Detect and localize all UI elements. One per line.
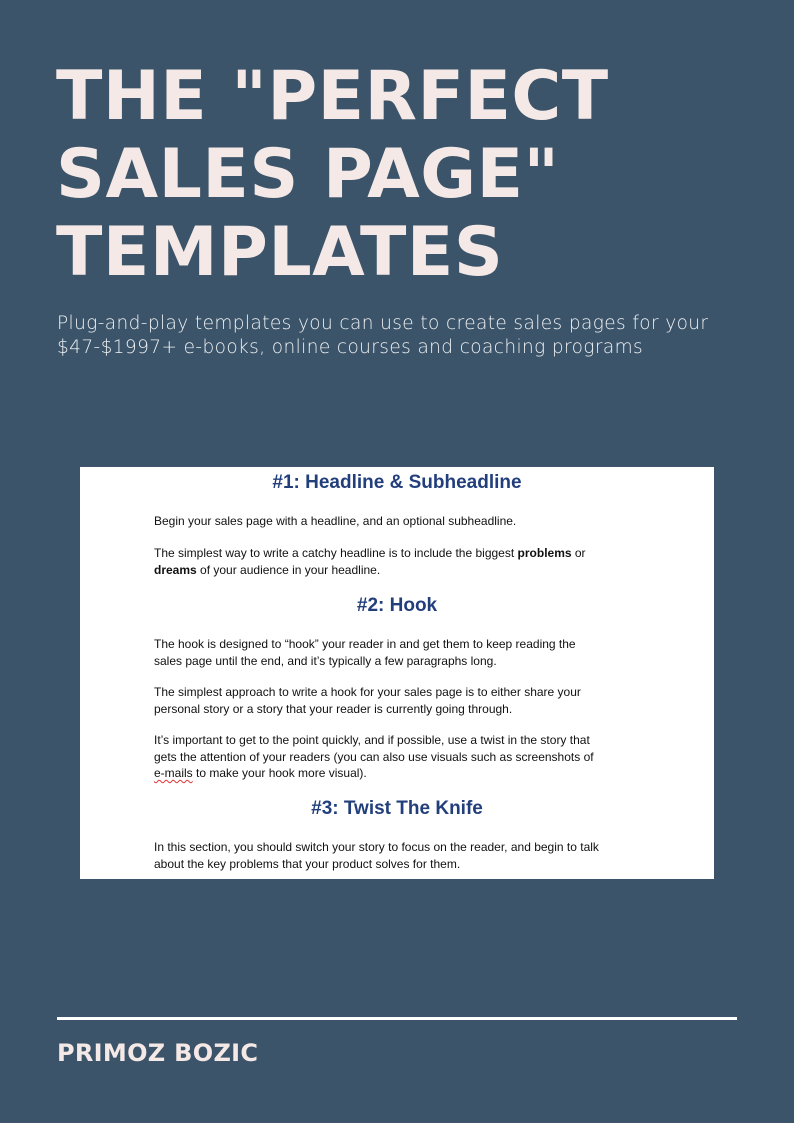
paragraph-line: personal story or a story that your reader is currently going through. (154, 701, 513, 716)
cover-title (56, 58, 756, 292)
paragraph-line: about the key problems that your product solves for them. (154, 856, 461, 871)
footer-divider (57, 1017, 737, 1020)
cover-title-line: THE "PERFECT (56, 57, 609, 136)
text-run: The simplest way to write a catchy headline is to include the biggest (154, 546, 518, 560)
paragraph-line (154, 562, 654, 579)
section-heading-twist: #3: Twist The Knife (311, 798, 483, 819)
paragraph-line: sales page until the end, and it’s typically a few paragraphs long. (154, 653, 497, 668)
document-preview (80, 467, 714, 879)
bold-term: problems (517, 546, 572, 560)
paragraph-line: In this section, you should switch your story to focus on the reader, and begin to talk (154, 840, 599, 854)
paragraph-line (154, 765, 654, 782)
text-run: of your audience in your headline. (196, 562, 381, 577)
paragraph (154, 732, 654, 782)
cover-subtitle (57, 312, 757, 360)
section-heading-hook: #2: Hook (356, 595, 438, 616)
paragraph-line: It’s important to get to the point quickly, and if possible, use a twist in the story that (154, 733, 590, 747)
cover-title-line: SALES PAGE" (56, 135, 560, 214)
paragraph-line: Begin your sales page with a headline, and an optional subheadline. (154, 514, 517, 528)
text-run: to make your hook more visual). (192, 766, 367, 780)
paragraph-line (154, 545, 654, 562)
paragraph (154, 684, 654, 717)
author-name: PRIMOZ BOZIC (57, 1039, 259, 1067)
paragraph (154, 513, 654, 530)
spellcheck-flagged-word: e-mails (154, 766, 193, 780)
paragraph-line: The simplest approach to write a hook for your sales page is to either share your (154, 685, 581, 699)
section-heading-headline: #1: Headline & Subheadline (272, 472, 522, 493)
paragraph-line: gets the attention of your readers (you can also use visuals such as screenshots of (154, 749, 594, 764)
paragraph (154, 839, 654, 872)
cover-subtitle-line: Plug-and-play templates you can use to create sales pages for your (57, 313, 709, 334)
paragraph (154, 545, 654, 578)
cover-subtitle-line: $47-$1997+ e-books, online courses and coaching programs (57, 337, 644, 358)
bold-term: dreams (154, 562, 197, 577)
cover-title-line: TEMPLATES (56, 213, 504, 292)
text-run: or (571, 546, 586, 560)
paragraph-line: The hook is designed to “hook” your reader in and get them to keep reading the (154, 637, 576, 651)
paragraph (154, 636, 654, 669)
